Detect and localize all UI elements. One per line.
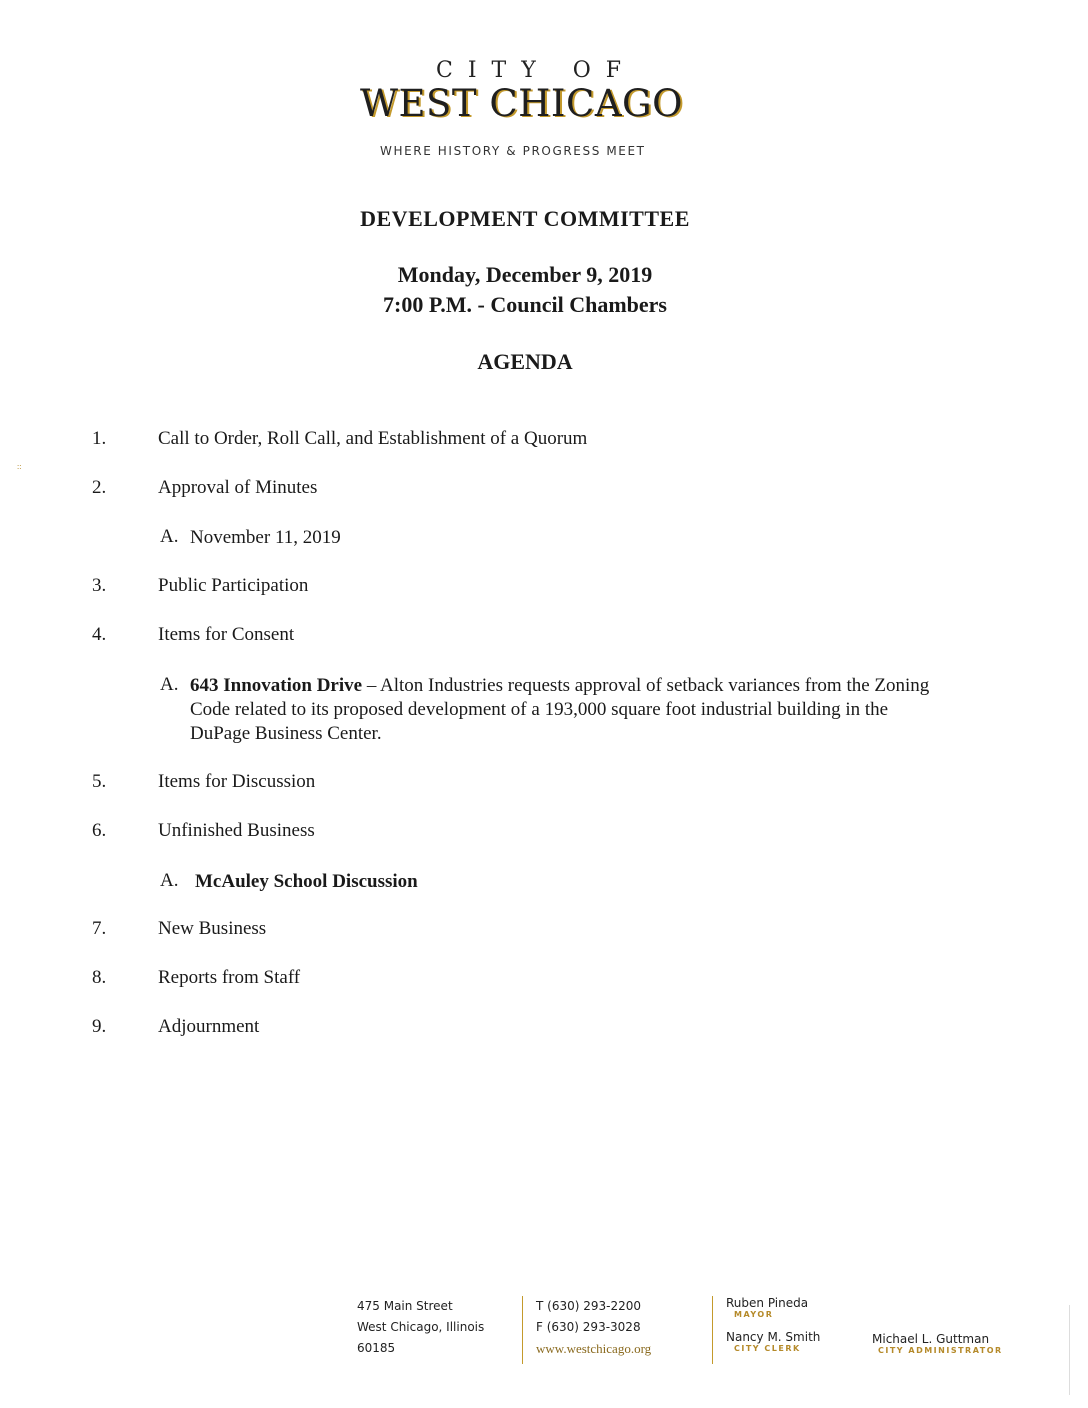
footer-address xyxy=(357,1296,484,1359)
address-city: West Chicago, Illinois xyxy=(357,1320,485,1334)
item-number: 7. xyxy=(92,918,107,939)
subitem-letter: A. xyxy=(160,526,179,547)
item-number: 6. xyxy=(92,820,107,841)
agenda-item: Reports from Staff xyxy=(158,967,301,988)
agenda-heading: AGENDA xyxy=(477,349,573,374)
footer-divider xyxy=(712,1296,713,1364)
item-number: 3. xyxy=(92,575,107,596)
logo-west-chicago: WEST CHICAGO xyxy=(360,82,683,125)
footer-contact xyxy=(536,1296,651,1359)
item-number: 1. xyxy=(92,428,107,449)
clerk-title: CITY CLERK xyxy=(734,1344,801,1353)
meeting-date: Monday, December 9, 2019 xyxy=(397,262,653,287)
agenda-item: Items for Discussion xyxy=(158,771,316,792)
item-number: 8. xyxy=(92,967,107,988)
agenda-item: Unfinished Business xyxy=(158,820,315,841)
page-edge xyxy=(1069,1305,1070,1395)
footer-divider xyxy=(522,1296,523,1364)
subitem-letter: A. xyxy=(160,674,179,695)
item-number: 5. xyxy=(92,771,107,792)
agenda-item: Adjournment xyxy=(158,1016,260,1037)
website-link[interactable]: www.westchicago.org xyxy=(536,1341,652,1356)
subitem-bold-title: 643 Innovation Drive xyxy=(190,675,363,696)
subitem-text: November 11, 2019 xyxy=(190,527,341,548)
agenda-item: Public Participation xyxy=(158,575,309,596)
address-zip: 60185 xyxy=(357,1341,396,1355)
fax-number: F (630) 293-3028 xyxy=(536,1320,641,1334)
clerk-name: Nancy M. Smith xyxy=(726,1330,821,1344)
agenda-item: Items for Consent xyxy=(158,624,295,645)
subitem-text xyxy=(190,674,950,746)
logo-tagline: WHERE HISTORY & PROGRESS MEET xyxy=(380,144,646,158)
subitem-description: – Alton Industries requests approval of setback variances from the Zoning Code related to its proposed development of a 193,000 square foot industrial building in the DuPage Business Center. xyxy=(190,675,930,744)
mayor-title: MAYOR xyxy=(734,1310,774,1319)
item-number: 9. xyxy=(92,1016,107,1037)
footer-officials xyxy=(726,1296,820,1354)
agenda-item: Approval of Minutes xyxy=(158,477,318,498)
subitem-bold-title: McAuley School Discussion xyxy=(195,871,418,892)
logo-city-of: CITY OF xyxy=(436,58,637,83)
subitem-letter: A. xyxy=(160,870,179,891)
meeting-time-place: 7:00 P.M. - Council Chambers xyxy=(383,292,667,317)
margin-mark: :: xyxy=(17,462,22,471)
phone-number: T (630) 293-2200 xyxy=(536,1299,641,1313)
admin-title: CITY ADMINISTRATOR xyxy=(878,1346,1003,1355)
agenda-item: Call to Order, Roll Call, and Establishment of a Quorum xyxy=(158,428,588,449)
mayor-name: Ruben Pineda xyxy=(726,1296,809,1310)
committee-title: DEVELOPMENT COMMITTEE xyxy=(360,206,690,231)
address-street: 475 Main Street xyxy=(357,1299,453,1313)
item-number: 4. xyxy=(92,624,107,645)
footer-administrator xyxy=(872,1332,1003,1356)
admin-name: Michael L. Guttman xyxy=(872,1332,990,1346)
item-number: 2. xyxy=(92,477,107,498)
agenda-item: New Business xyxy=(158,918,267,939)
